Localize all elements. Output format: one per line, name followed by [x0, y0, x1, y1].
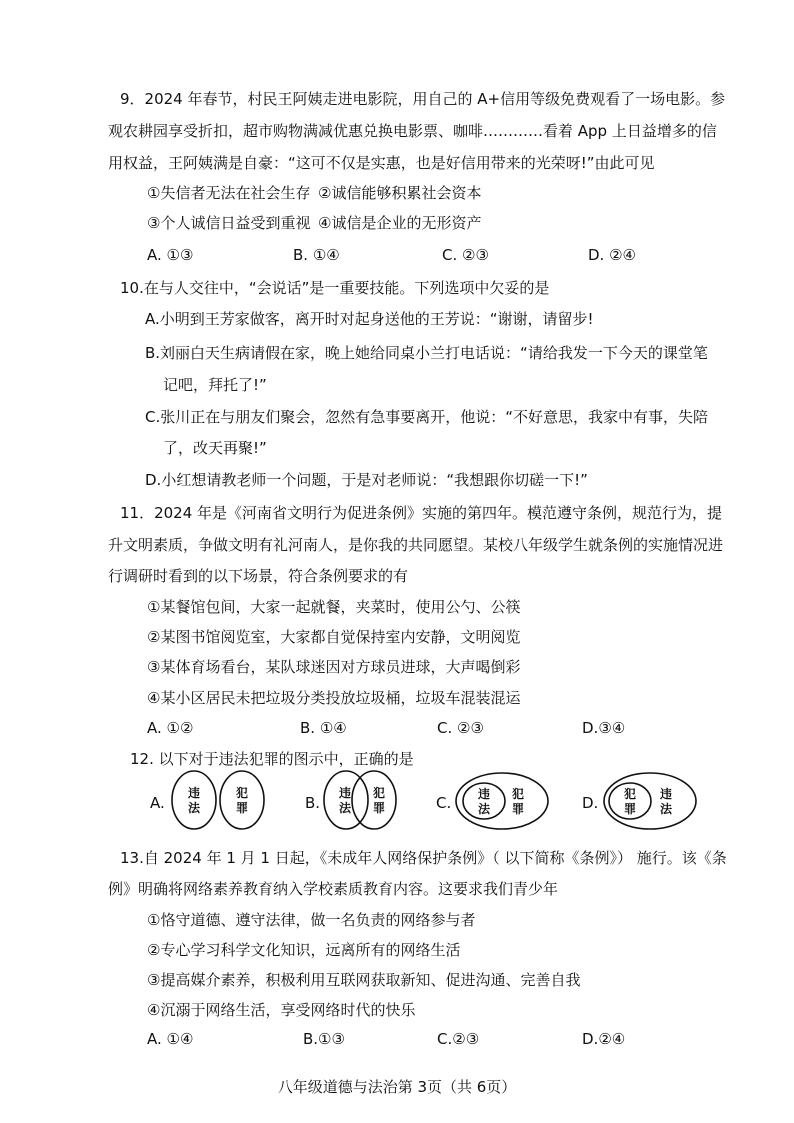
weifa-outer-ellipse: [604, 773, 696, 829]
q9-option-a: A. ①③: [147, 246, 194, 264]
q10-option-c-line-1: C.张川正在与朋友们聚会，忽然有急事要离开，他说：“不好意思，我家中有事，失陪: [145, 408, 709, 426]
q9-item-3: ③个人诚信日益受到重视: [147, 214, 311, 232]
q11-option-a: A. ①②: [147, 719, 194, 737]
q11-item-2: ②某图书馆阅览室，大家都自觉保持室内安静，文明阅览: [147, 628, 521, 646]
q9-option-d: D. ②④: [588, 246, 636, 264]
q10-option-b-line-2: 记吧，拜托了!”: [163, 376, 267, 394]
q9-option-c: C. ②③: [442, 246, 489, 264]
q11-stem-line-1: 11．2024 年是《河南省文明行为促进条例》实施的第四年。模范遵守条例，规范行为，提: [120, 504, 723, 522]
q12-stem: 12. 以下对于违法犯罪的图示中，正确的是: [130, 750, 414, 768]
q9-stem-line-1: 9．2024 年春节，村民王阿姨走进电影院，用自己的 A+信用等级免费观看了一场电影。参: [120, 90, 726, 108]
q10-option-a: A.小明到王芳家做客，离开时对起身送他的王芳说：“谢谢，请留步!: [145, 310, 594, 328]
fanzui-outer-ellipse: [456, 773, 548, 829]
weifa-ellipse: [172, 771, 216, 829]
weifa-char-2: 法: [660, 802, 673, 816]
q12-diagram-a: [170, 768, 276, 832]
q13-item-4: ④沉溺于网络生活，享受网络时代的快乐: [147, 1001, 416, 1019]
q9-stem-line-3: 用权益，王阿姨满是自豪：“这可不仅是实惠，也是好信用带来的光荣呀!”由此可见: [108, 154, 655, 172]
q10-stem: 10.在与人交往中，“会说话”是一重要技能。下列选项中欠妥的是: [120, 279, 550, 297]
q13-item-2: ②专心学习科学文化知识，远离所有的网络生活: [147, 941, 461, 959]
fanzui-char-2: 罪: [373, 801, 386, 815]
weifa-char-1: 违: [339, 786, 352, 800]
q11-option-d: D.③④: [582, 719, 626, 737]
weifa-char-2: 法: [188, 801, 201, 815]
fanzui-char-2: 罪: [624, 802, 637, 816]
q13-stem-line-2: 例》明确将网络素养教育纳入学校素质教育内容。这要求我们青少年: [108, 880, 559, 898]
q12-diagram-b: [322, 768, 406, 832]
q11-stem-line-3: 行调研时看到的以下场景，符合条例要求的有: [108, 567, 409, 585]
weifa-char-1: 违: [478, 787, 491, 801]
q13-option-c: C.②③: [437, 1030, 480, 1048]
q11-option-c: C. ②③: [437, 719, 484, 737]
weifa-char-2: 法: [339, 801, 352, 815]
weifa-char-2: 法: [478, 802, 491, 816]
fanzui-char-1: 犯: [236, 786, 249, 800]
q11-item-4: ④某小区居民未把垃圾分类投放垃圾桶，垃圾车混装混运: [147, 689, 521, 707]
q12-option-d-label[interactable]: D.: [582, 794, 599, 812]
fanzui-ellipse: [352, 771, 396, 829]
q12-option-a-label[interactable]: A.: [150, 794, 165, 812]
q9-stem-line-2: 观农耕园享受折扣，超市购物满减优惠兑换电影票、咖啡…………看着 App 上日益增多的信: [108, 122, 717, 140]
q13-stem-line-1: 13.自 2024 年 1 月 1 日起，《未成年人网络保护条例》（ 以下简称《条例》） 施行。该《条: [120, 849, 727, 867]
fanzui-ellipse: [220, 771, 264, 829]
weifa-char-1: 违: [660, 787, 673, 801]
q13-option-b: B.①③: [303, 1030, 345, 1048]
q12-diagram-c: [454, 770, 554, 832]
q11-stem-line-2: 升文明素质，争做文明有礼河南人，是你我的共同愿望。某校八年级学生就条例的实施情况进: [108, 536, 724, 554]
q13-item-3: ③提高媒介素养，积极利用互联网获取新知、促进沟通、完善自我: [147, 971, 581, 989]
fanzui-char-1: 犯: [512, 787, 525, 801]
weifa-ellipse: [324, 771, 368, 829]
q13-item-1: ①恪守道德、遵守法律，做一名负责的网络参与者: [147, 911, 476, 929]
q10-option-b-line-1: B.刘丽白天生病请假在家，晚上她给同桌小兰打电话说：“请给我发一下今天的课堂笔: [145, 344, 708, 362]
q10-option-c-line-2: 了，改天再聚!”: [163, 439, 267, 457]
q9-item-2: ②诚信能够积累社会资本: [318, 184, 482, 202]
fanzui-char-1: 犯: [624, 787, 637, 801]
q12-option-c-label[interactable]: C.: [436, 794, 452, 812]
q9-option-b: B. ①④: [293, 246, 340, 264]
q13-option-a: A. ①④: [147, 1030, 194, 1048]
weifa-char-1: 违: [188, 786, 201, 800]
q11-item-3: ③某体育场看台，某队球迷因对方球员进球，大声喝倒彩: [147, 658, 521, 676]
q9-item-1: ①失信者无法在社会生存: [147, 184, 311, 202]
fanzui-char-1: 犯: [373, 786, 386, 800]
page-footer: 八年级道德与法治第 3页（共 6页）: [277, 1078, 517, 1096]
q11-option-b: B. ①④: [300, 719, 347, 737]
q12-diagram-d: [600, 770, 700, 832]
q11-item-1: ①某餐馆包间，大家一起就餐，夹菜时，使用公勺、公筷: [147, 598, 521, 616]
q10-option-d: D.小红想请教老师一个问题，于是对老师说：“我想跟你切磋一下!”: [145, 471, 588, 489]
q9-item-4: ④诚信是企业的无形资产: [318, 214, 482, 232]
q13-option-d: D.②④: [582, 1030, 626, 1048]
q12-option-b-label[interactable]: B.: [305, 794, 321, 812]
fanzui-char-2: 罪: [512, 802, 525, 816]
fanzui-char-2: 罪: [236, 801, 249, 815]
